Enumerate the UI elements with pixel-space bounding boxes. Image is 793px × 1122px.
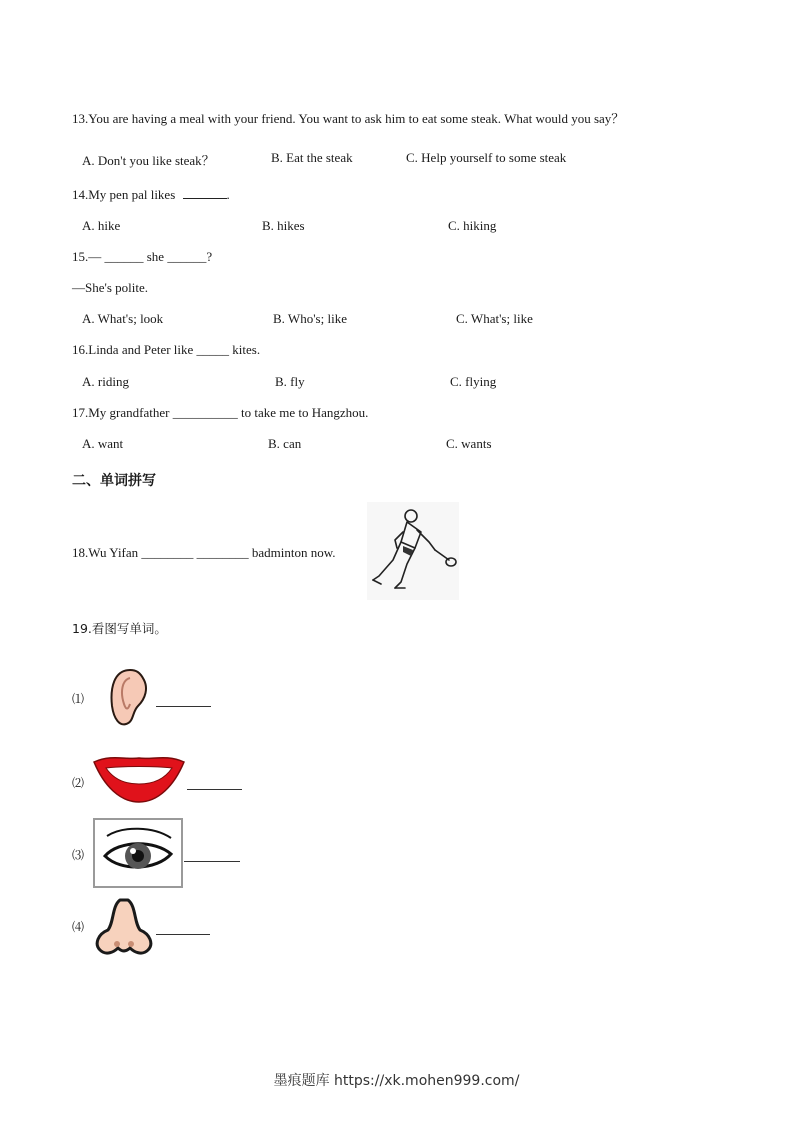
- footer-watermark: 墨痕题库 https://xk.mohen999.com/: [273, 1073, 520, 1089]
- question-14-blank[interactable]: [183, 186, 227, 199]
- eye-icon: [93, 818, 183, 888]
- question-19-stem: 19.看图写单词。: [72, 621, 167, 636]
- question-17-stem: 17.My grandfather __________ to take me to Hangzhou.: [72, 405, 369, 420]
- item-1-answer-line[interactable]: [156, 706, 211, 707]
- item-2-label: ⑵: [72, 776, 85, 790]
- question-15-option-a: A. What's; look: [82, 311, 164, 326]
- question-16-option-b: B. fly: [275, 374, 305, 389]
- question-13-stem: 13.You are having a meal with your friend. You want to ask him to eat some steak. What would you say？: [72, 111, 625, 126]
- item-4-label: ⑷: [72, 920, 85, 934]
- question-18-stem: 18.Wu Yifan ________ ________ badminton now.: [72, 545, 336, 560]
- section-2-title: 二、单词拼写: [72, 473, 156, 489]
- question-16-option-c: C. flying: [450, 374, 497, 389]
- question-13-option-c: C. Help yourself to some steak: [406, 150, 567, 165]
- nose-icon: [90, 896, 156, 958]
- question-15-option-b: B. Who's; like: [273, 311, 347, 326]
- question-14-option-a: A. hike: [82, 218, 121, 233]
- question-17-option-c: C. wants: [446, 436, 492, 451]
- question-14-option-b: B. hikes: [262, 218, 305, 233]
- mouth-icon: [92, 754, 186, 806]
- question-17-option-b: B. can: [268, 436, 302, 451]
- item-4-answer-line[interactable]: [156, 934, 210, 935]
- question-15-reply: —She's polite.: [72, 280, 149, 295]
- question-16-option-a: A. riding: [82, 374, 129, 389]
- item-1-label: ⑴: [72, 692, 85, 706]
- item-3-answer-line[interactable]: [184, 861, 240, 862]
- question-14-stem-before: 14.My pen pal likes: [72, 187, 179, 202]
- question-15-option-c: C. What's; like: [456, 311, 533, 326]
- question-13-option-a: A. Don't you like steak？: [82, 153, 215, 168]
- item-3-label: ⑶: [72, 848, 85, 862]
- question-14-stem-after: .: [226, 187, 230, 202]
- question-14-option-c: C. hiking: [448, 218, 497, 233]
- question-14-stem: [72, 186, 230, 203]
- question-13-option-b: B. Eat the steak: [271, 150, 353, 165]
- question-17-option-a: A. want: [82, 436, 124, 451]
- badminton-player-icon: [367, 502, 459, 600]
- ear-icon: [92, 648, 156, 746]
- item-2-answer-line[interactable]: [187, 789, 242, 790]
- question-15-stem: 15.— ______ she ______?: [72, 249, 213, 264]
- question-16-stem: 16.Linda and Peter like _____ kites.: [72, 342, 261, 357]
